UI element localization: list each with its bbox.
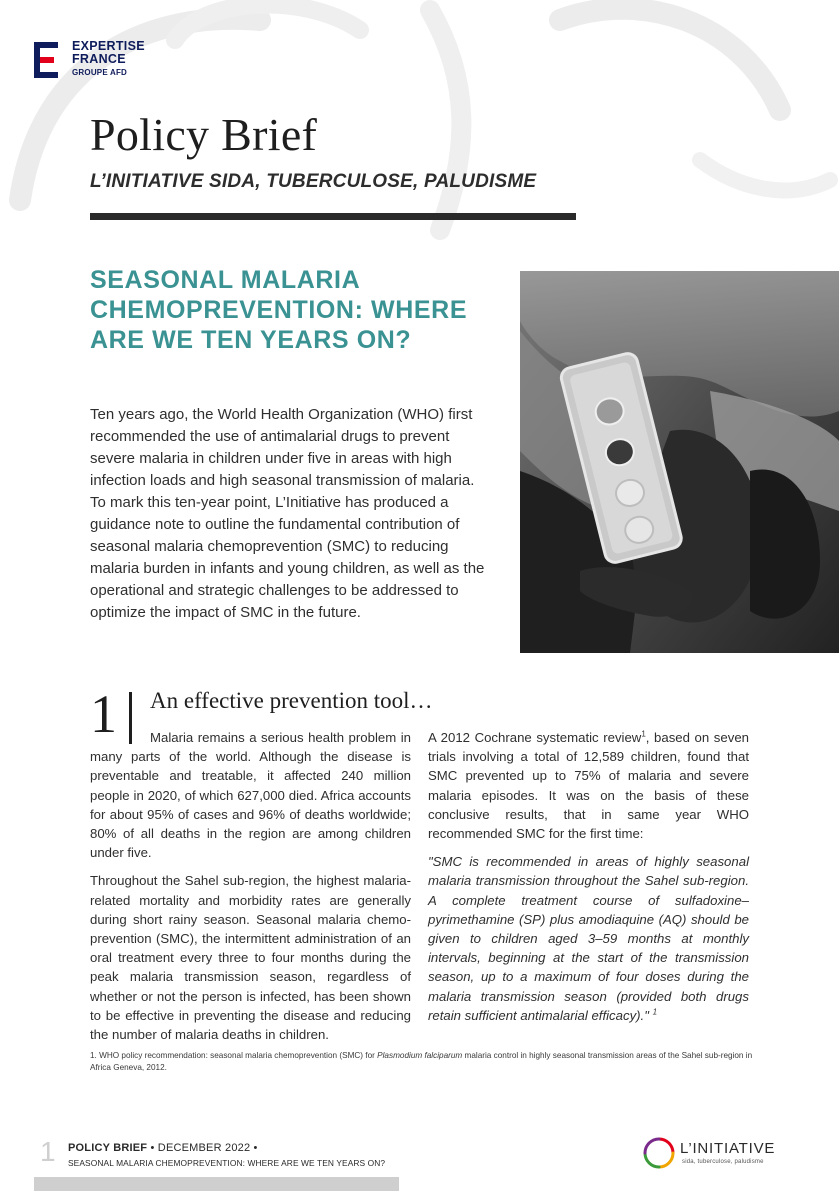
logo-text-line2: FRANCE <box>72 52 126 66</box>
linitiative-name: L’INITIATIVE <box>680 1140 776 1157</box>
footnote-prefix: 1. WHO policy recommendation: seasonal malaria chemoprevention (SMC) for <box>90 1051 378 1060</box>
footnote-suffix: malaria control in highly seasonal transmission areas of the Sahel sub-region in Africa Geneva, 2012. <box>90 1051 753 1072</box>
footer-date: DECEMBER 2022 • <box>157 1142 258 1154</box>
footer-bullet: • <box>147 1142 158 1154</box>
linitiative-ring-icon <box>642 1136 676 1170</box>
logo-text-line3: GROUPE AFD <box>72 68 128 77</box>
linitiative-tagline: sida, tuberculose, paludisme <box>682 1159 764 1165</box>
left-column <box>90 728 411 1053</box>
footnote-ref: 1 <box>641 729 646 739</box>
footer-label: POLICY BRIEF <box>68 1142 148 1154</box>
expertise-france-logo <box>34 40 164 86</box>
footnote-italic: Plasmodium falciparum <box>377 1051 463 1060</box>
expertise-france-mark-icon <box>34 42 60 78</box>
logo-text-line1: EXPERTISE <box>72 39 145 53</box>
section-number: 1 <box>90 684 117 744</box>
right-paragraph-1 <box>428 728 749 843</box>
cover-photo <box>520 271 839 653</box>
footer-label-line <box>68 1142 258 1154</box>
article-headline: SEASONAL MALARIA CHEMOPREVENTION: WHERE ARE WE TEN YEARS ON? <box>90 266 468 354</box>
right-paragraph-1-end: , based on seven trials involving a total of 12,589 children, found that SMC prevented up to 75% of malaria and severe malaria episodes. It was on the basis of these conclusive results, that in same year WHO recommended SMC for the first time: <box>428 730 749 842</box>
footer-page-number: 1 <box>40 1136 56 1167</box>
footer-running-title: SEASONAL MALARIA CHEMOPREVENTION: WHERE ARE WE TEN YEARS ON? <box>68 1158 386 1168</box>
left-paragraph-2: Throughout the Sahel sub-region, the highest malaria-related mortality and morbidity rates are generally during short rainy season. Seasonal malaria chemo-prevention (SMC), the intermittent administration of an oral treatment every three to four months during the peak malaria transmission season, regardless of whether or not the person is infected, has been shown to be effective in preventing the disease and reducing the number of malaria deaths in children. <box>90 873 411 1043</box>
section-title: An effective prevention tool… <box>150 688 433 713</box>
right-paragraph-1-start: A 2012 Cochrane systematic review <box>428 730 642 745</box>
title-divider <box>90 213 576 220</box>
quote-footnote-ref: 1 <box>652 1007 658 1017</box>
linitiative-logo <box>642 1136 792 1170</box>
page-title: Policy Brief <box>90 109 318 160</box>
right-column <box>428 728 749 1034</box>
photo-child-holding-blister-pack-icon <box>520 271 839 653</box>
footer-bar <box>34 1177 399 1191</box>
left-paragraph-1: Malaria remains a serious health problem in many parts of the world. Although the disease is preventable and treatable, it affected 240 million people in 2020, of which 627,000 died. Africa accounts for about 95% of cases and 96% of deaths worldwide; 80% of all deaths in the region are among children under five. <box>90 730 411 861</box>
footnote <box>90 1050 755 1074</box>
page-subtitle: L’INITIATIVE SIDA, TUBERCULOSE, PALUDISME <box>90 171 537 192</box>
intro-paragraph: Ten years ago, the World Health Organization (WHO) first recommended the use of antimalarial drugs to prevent severe malaria in children under five in areas with high infection loads and high seasonal transmission of malaria. To mark this ten-year point, L’Initiative has produced a guidance note to outline the fundamental contribution of seasonal malaria chemoprevention (SMC) to reducing malaria burden in infants and young children, as well as the operational and strategic challenges to be addressed to optimize the impact of SMC in the future. <box>90 406 485 621</box>
who-quote <box>428 852 749 1025</box>
quote-text: "SMC is recommended in areas of highly seasonal malaria transmission throughout the Sahel sub-region. A complete treatment course of sulfadoxine–pyrimethamine (SP) plus amodiaquine (AQ) should be given to children aged 3–59 months at monthly intervals, beginning at the start of the transmission season, up to a maximum of four doses during the malaria transmission season (provided both drugs retain sufficient antimalarial efficacy)." <box>428 854 749 1023</box>
